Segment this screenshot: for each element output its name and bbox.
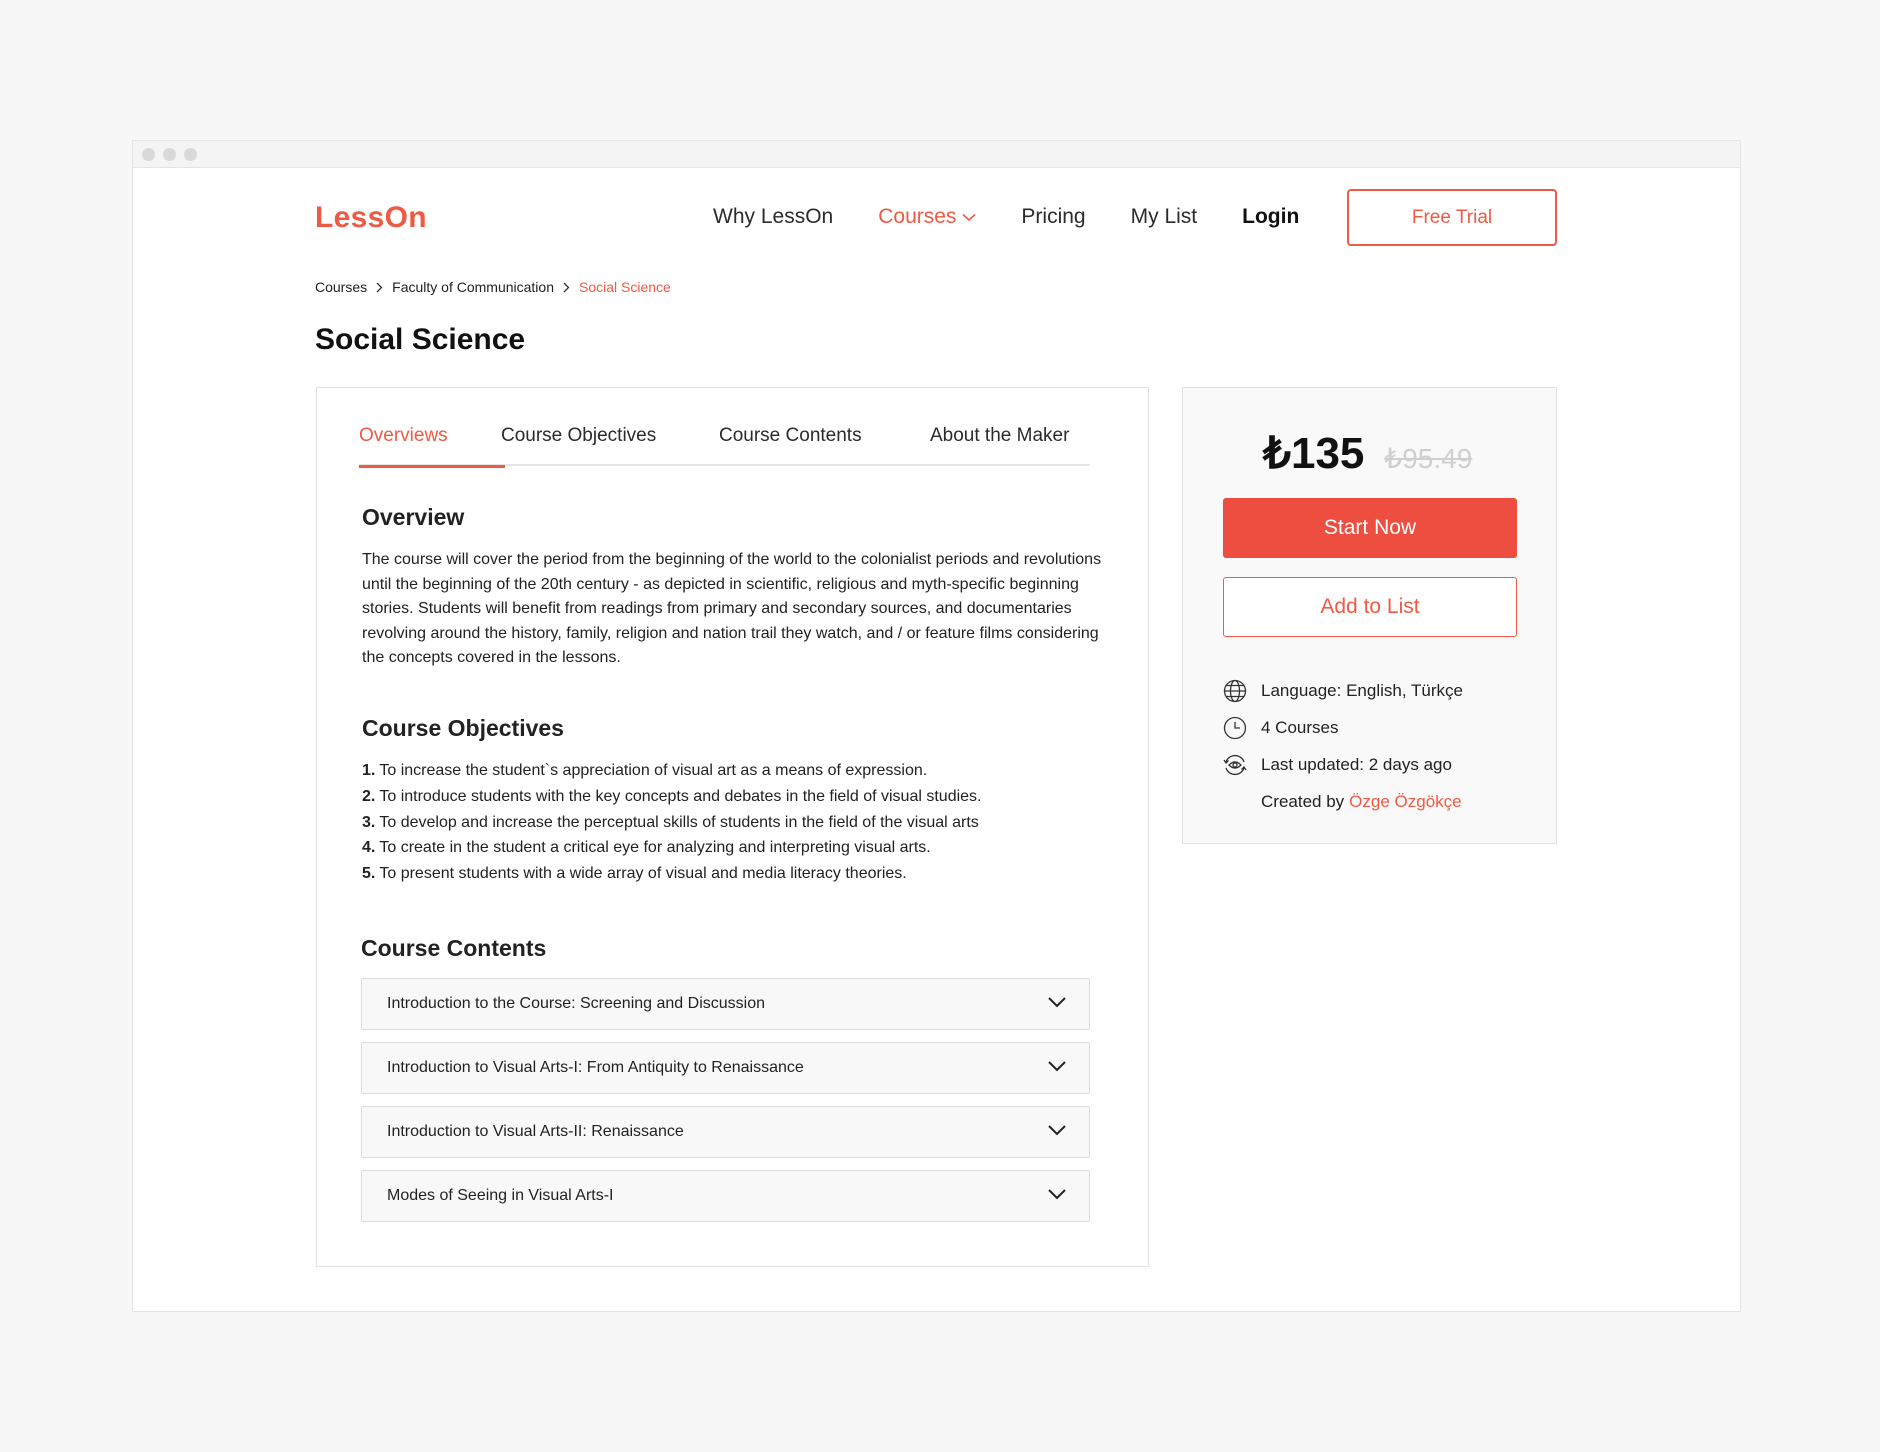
accordion-item[interactable] bbox=[361, 978, 1090, 1030]
chevron-down-icon bbox=[962, 213, 976, 222]
course-details-card bbox=[316, 387, 1149, 1267]
accordion-item-title: Introduction to Visual Arts-II: Renaissance bbox=[387, 1123, 684, 1140]
chevron-right-icon bbox=[376, 282, 383, 293]
overview-heading: Overview bbox=[362, 504, 465, 530]
item-number: 3. bbox=[362, 813, 376, 831]
breadcrumb bbox=[315, 279, 671, 295]
tab-label: Overviews bbox=[359, 425, 448, 446]
old-price: ₺95.49 bbox=[1384, 443, 1473, 474]
accordion-item-title: Introduction to Visual Arts-I: From Antiquity to Renaissance bbox=[387, 1059, 804, 1076]
created-by-label: Created by bbox=[1261, 791, 1345, 811]
nav-my-list[interactable]: My List bbox=[1130, 205, 1198, 228]
list-item bbox=[362, 784, 1102, 810]
window-titlebar bbox=[133, 141, 1740, 168]
objectives-list bbox=[362, 758, 1102, 887]
list-item bbox=[362, 810, 1102, 836]
item-text: To present students with a wide array of visual and media literacy theories. bbox=[379, 865, 907, 883]
course-meta bbox=[1221, 672, 1463, 820]
item-text: To develop and increase the perceptual skills of students in the field of the visual arts bbox=[379, 813, 979, 831]
accordion-item[interactable] bbox=[361, 1170, 1090, 1222]
list-item bbox=[362, 758, 1102, 784]
item-number: 5. bbox=[362, 865, 376, 883]
tab-label: Course Contents bbox=[719, 425, 862, 446]
accordion-item[interactable] bbox=[361, 1106, 1090, 1158]
item-text: To introduce students with the key concepts and debates in the field of visual studies. bbox=[379, 787, 982, 805]
free-trial-button[interactable]: Free Trial bbox=[1347, 189, 1557, 246]
purchase-card bbox=[1182, 387, 1557, 844]
nav-courses[interactable] bbox=[878, 205, 976, 229]
globe-icon bbox=[1221, 677, 1249, 705]
window-dot[interactable] bbox=[184, 148, 197, 161]
accordion-item-title: Introduction to the Course: Screening and Discussion bbox=[387, 995, 765, 1012]
nav-why-lesson[interactable]: Why LessOn bbox=[713, 205, 834, 228]
meta-updated bbox=[1221, 746, 1463, 783]
objectives-heading: Course Objectives bbox=[362, 715, 564, 741]
browser-window bbox=[132, 140, 1741, 1312]
tab-label: Course Objectives bbox=[501, 425, 657, 446]
chevron-down-icon bbox=[1047, 1123, 1067, 1141]
window-dot[interactable] bbox=[142, 148, 155, 161]
page-title: Social Science bbox=[315, 323, 526, 356]
overview-text: The course will cover the period from the beginning of the world to the colonialist periods and revolutions until the beginning of the 20th century - as depicted in scientific, religious and myth-specific beginning stories. Students will benefit from readings from primary and secondary sources, and documentaries revolving around the history, family, religion and nation trail they watch, and / or feature films considering the concepts covered in the lessons. bbox=[362, 551, 1102, 667]
list-item bbox=[362, 861, 1102, 887]
chevron-down-icon bbox=[1047, 1059, 1067, 1077]
tab-label: About the Maker bbox=[930, 425, 1070, 446]
course-contents-accordion bbox=[361, 978, 1090, 1234]
tab-course-contents[interactable] bbox=[719, 418, 934, 466]
nav-courses-label: Courses bbox=[878, 205, 957, 228]
courses-count-text: 4 Courses bbox=[1261, 717, 1339, 737]
logo[interactable]: LessOn bbox=[315, 201, 427, 234]
login-link[interactable]: Login bbox=[1242, 205, 1300, 228]
current-price: ₺135 bbox=[1263, 429, 1365, 478]
item-text: To create in the student a critical eye for analyzing and interpreting visual arts. bbox=[379, 839, 931, 857]
item-text: To increase the student`s appreciation of visual art as a means of expression. bbox=[379, 762, 928, 779]
chevron-down-icon bbox=[1047, 1187, 1067, 1205]
chevron-down-icon bbox=[1047, 995, 1067, 1013]
tab-about-maker[interactable] bbox=[930, 418, 1070, 466]
last-updated-text: Last updated: 2 days ago bbox=[1261, 754, 1452, 774]
item-number: 1. bbox=[362, 762, 376, 779]
list-item bbox=[362, 835, 1102, 861]
breadcrumb-faculty[interactable]: Faculty of Communication bbox=[392, 279, 554, 295]
add-to-list-button[interactable]: Add to List bbox=[1223, 577, 1517, 637]
item-number: 2. bbox=[362, 787, 376, 805]
contents-heading: Course Contents bbox=[361, 935, 547, 961]
accordion-item[interactable] bbox=[361, 1042, 1090, 1094]
price-row bbox=[1263, 428, 1472, 479]
meta-courses bbox=[1221, 709, 1463, 746]
clock-icon bbox=[1221, 714, 1249, 742]
tab-overviews[interactable] bbox=[359, 418, 505, 466]
start-now-button[interactable]: Start Now bbox=[1223, 498, 1517, 558]
language-text: Language: English, Türkçe bbox=[1261, 680, 1463, 700]
window-dot[interactable] bbox=[163, 148, 176, 161]
accordion-item-title: Modes of Seeing in Visual Arts-I bbox=[387, 1187, 614, 1204]
tab-course-objectives[interactable] bbox=[501, 418, 725, 466]
main-nav bbox=[713, 205, 1299, 229]
breadcrumb-current: Social Science bbox=[578, 279, 671, 295]
maker-link[interactable]: Özge Özgökçe bbox=[1349, 791, 1462, 811]
nav-pricing[interactable]: Pricing bbox=[1021, 205, 1086, 228]
chevron-right-icon bbox=[563, 282, 570, 293]
item-number: 4. bbox=[362, 839, 376, 857]
course-tabs bbox=[359, 418, 1090, 466]
meta-language bbox=[1221, 672, 1463, 709]
refresh-eye-icon bbox=[1221, 751, 1249, 779]
meta-created-by bbox=[1221, 783, 1463, 820]
breadcrumb-courses[interactable]: Courses bbox=[315, 279, 368, 295]
